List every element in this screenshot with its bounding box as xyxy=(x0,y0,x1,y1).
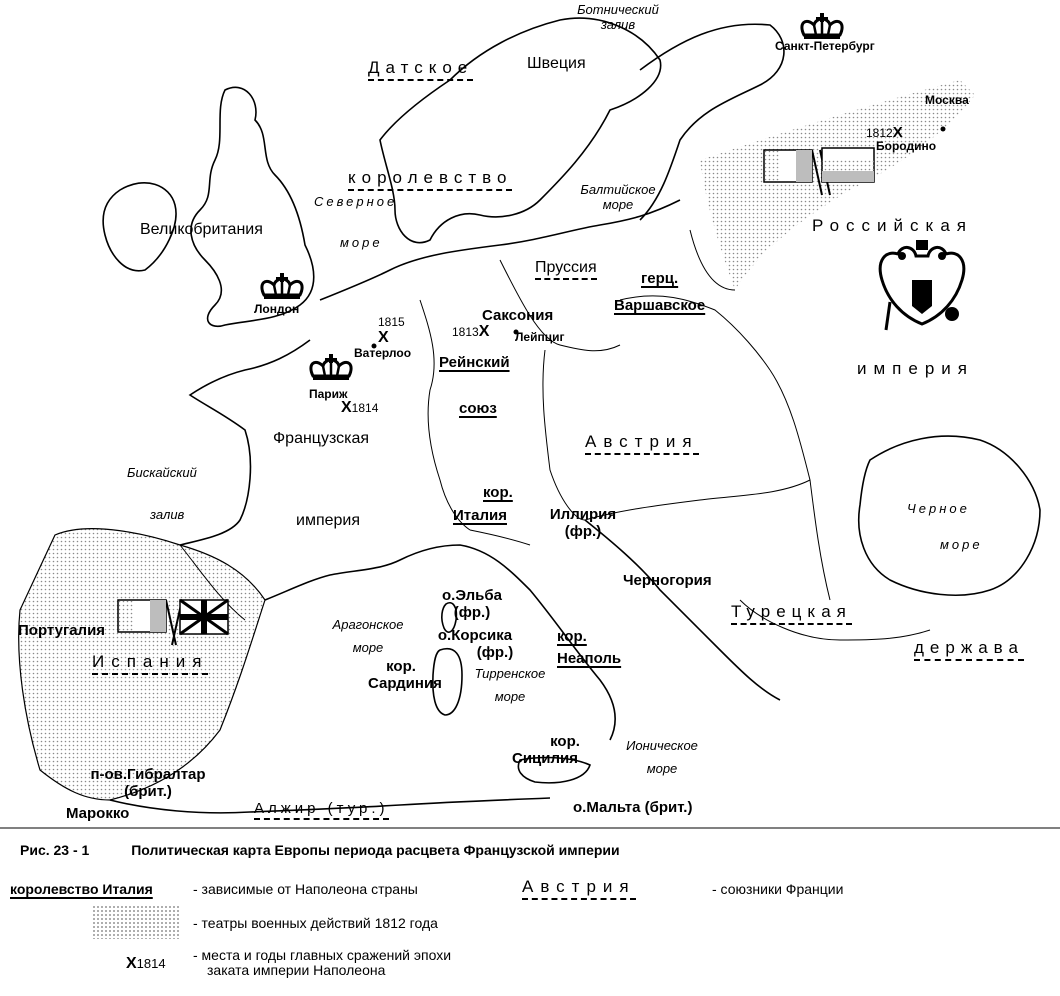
state-label-rhine-1: Рейнский xyxy=(439,354,510,371)
legend-dependent-text: - зависимые от Наполеона страны xyxy=(193,881,418,897)
state-label-saxony: Саксония xyxy=(482,307,554,324)
eagle-icon-russia xyxy=(880,240,964,330)
sea-label-ionian: Ионическое море xyxy=(626,738,698,776)
legend-ally-example: Австрия xyxy=(522,877,636,900)
sea-label-aragon: Арагонское море xyxy=(332,617,404,655)
state-label-sardinia: кор. Сардиния xyxy=(368,658,442,693)
state-label-france-2: империя xyxy=(296,512,360,529)
state-label-rhine-2: союз xyxy=(459,400,497,417)
sea-label-black-1: Черное xyxy=(907,501,970,516)
city-label-stpetersburg: Санкт-Петербург xyxy=(775,39,875,53)
city-label-paris: Париж xyxy=(309,387,348,401)
battle-year-borodino: 1812Х xyxy=(866,124,903,141)
legend-dependent-example: королевство Италия xyxy=(10,881,153,897)
battle-icon-legend: Х xyxy=(126,955,137,972)
state-label-russia-2: империя xyxy=(857,359,974,378)
state-label-denmark-1: Датское xyxy=(368,58,473,81)
battle-paris: Х1814 xyxy=(341,399,379,416)
battle-icon-leipzig: Х xyxy=(478,323,490,340)
sea-label-bothnian: Ботнический залив xyxy=(577,2,659,32)
state-label-britain: Великобритания xyxy=(140,221,263,238)
state-label-france-1: Французская xyxy=(273,430,370,447)
figure-number: Рис. 23 - 1 xyxy=(20,842,90,858)
sea-label-biscay-1: Бискайский xyxy=(127,465,197,480)
state-label-prussia: Пруссия xyxy=(535,259,597,280)
state-label-gibraltar: п-ов.Гибралтар (брит.) xyxy=(90,766,206,801)
state-label-russia-1: Российская xyxy=(812,216,974,235)
state-label-turkey-1: Турецкая xyxy=(731,602,852,625)
battle-leipzig: 1813Х xyxy=(452,323,490,340)
legend-battle-text: - места и годы главных сражений эпохи заката империи Наполеона xyxy=(193,947,452,979)
sea-label-baltic: Балтийское море xyxy=(580,182,656,212)
state-label-warsaw-2: Варшавское xyxy=(614,297,706,314)
state-label-montenegro: Черногория xyxy=(623,572,712,589)
state-label-elba: о.Эльба (фр.) xyxy=(442,587,502,622)
city-label-borodino: Бородино xyxy=(876,139,937,153)
battle-icon-borodino: Х xyxy=(892,124,903,141)
legend-theatre-swatch xyxy=(92,905,180,939)
battle-year-waterloo: 1815 xyxy=(378,315,405,329)
sea-label-north-1: Северное xyxy=(314,194,398,209)
state-label-illyria: Иллирия (фр.) xyxy=(549,506,617,541)
state-label-warsaw-1: герц. xyxy=(641,270,679,287)
battle-icon-waterloo: Х xyxy=(378,329,389,346)
state-label-italy-1: кор. xyxy=(483,484,513,501)
state-label-sicily: кор. Сицилия xyxy=(512,733,580,768)
state-label-turkey-2: держава xyxy=(914,638,1024,661)
sea-label-north-2: море xyxy=(340,235,383,250)
state-label-corsica: о.Корсика (фр.) xyxy=(437,627,514,662)
state-label-malta: о.Мальта (брит.) xyxy=(573,799,693,816)
sea-label-tyrrhenian: Тирренское море xyxy=(474,666,546,704)
city-label-moscow: Москва xyxy=(925,93,969,107)
state-label-austria: Австрия xyxy=(585,432,699,455)
legend-ally-text: - союзники Франции xyxy=(712,881,844,897)
state-label-sweden: Швеция xyxy=(527,55,586,72)
battle-icon-paris: Х xyxy=(341,399,352,416)
state-label-naples-2: Неаполь xyxy=(557,650,622,667)
state-label-italy-2: Италия xyxy=(453,507,507,524)
city-label-london: Лондон xyxy=(254,302,300,316)
state-label-spain: Испания xyxy=(92,652,208,675)
city-label-waterloo: Ватерлоо xyxy=(354,346,412,360)
crown-icon-paris xyxy=(311,354,351,380)
city-label-leipzig: Лейпциг xyxy=(515,330,565,344)
city-dot-moscow xyxy=(941,127,946,132)
state-label-denmark-2: королевство xyxy=(348,168,512,191)
crown-icon-london xyxy=(262,273,302,299)
legend-theatre-text: - театры военных действий 1812 года xyxy=(193,915,438,931)
state-label-naples-1: кор. xyxy=(557,628,587,645)
state-label-portugal: Португалия xyxy=(18,622,106,639)
figure-caption xyxy=(20,842,658,858)
sea-label-black-2: море xyxy=(940,537,983,552)
crown-icon-stpetersburg xyxy=(802,13,842,39)
sea-label-biscay-2: залив xyxy=(150,507,185,522)
state-label-morocco: Марокко xyxy=(66,805,130,822)
state-label-algiers: Алжир (тур.) xyxy=(254,800,389,820)
legend-battle-example: Х1814 xyxy=(126,955,166,972)
figure-title: Политическая карта Европы периода расцвета Французской империи xyxy=(131,842,620,858)
